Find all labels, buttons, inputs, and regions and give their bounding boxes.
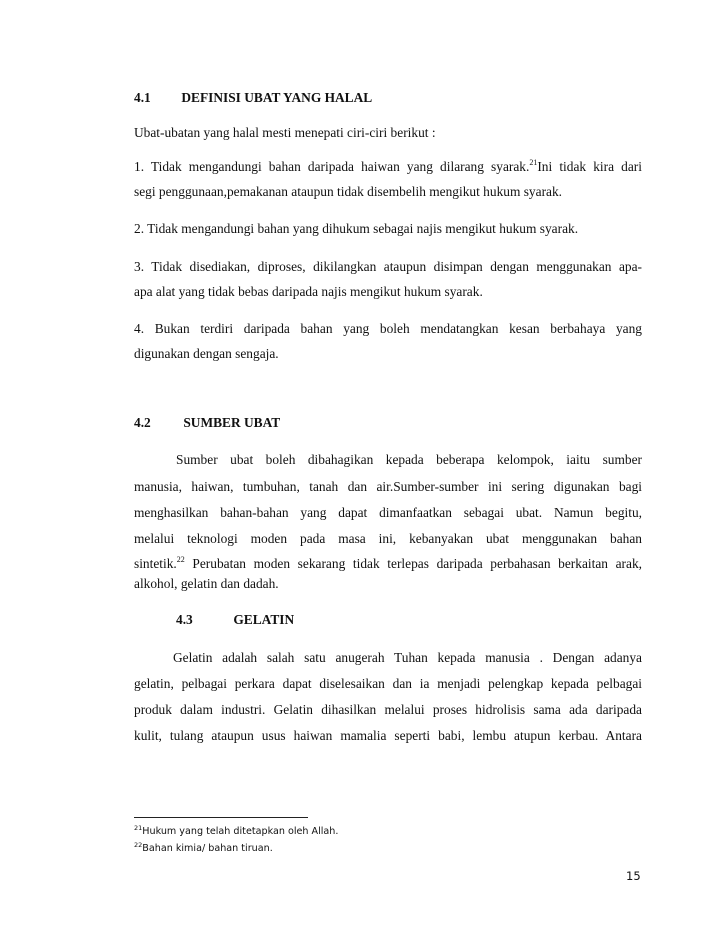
- paragraph-line: Sumber ubat boleh dibahagikan kepada beberapa kelompok, iaitu sumber: [176, 452, 642, 467]
- item-3-line-1: 3. Tidak disediakan, diproses, dikilangkan ataupun disimpan dengan menggunakan apa-: [134, 259, 642, 274]
- paragraph-line: kulit, tulang ataupun usus haiwan mamalia seperti babi, lembu atupun kerbau. Antara: [134, 728, 642, 743]
- section-title: SUMBER UBAT: [183, 415, 281, 430]
- footnote-separator: [134, 817, 308, 818]
- paragraph-line: sintetik.$^{22}$ Perubatan moden sekarang tidak terlepas daripada perbahasan berkaitan arak,: [134, 556, 642, 571]
- footnote-ref-21: 21: [529, 159, 538, 167]
- item-3-line-2: apa alat yang tidak bebas daripada najis mengikut hukum syarak.: [134, 284, 483, 299]
- page-number: 15: [626, 869, 641, 883]
- footnote-ref-22: 22: [176, 556, 185, 564]
- paragraph-line: menghasilkan bahan-bahan yang dapat dimanfaatkan sebagai ubat. Namun begitu,: [134, 505, 642, 520]
- intro-paragraph: Ubat-ubatan yang halal mesti menepati ciri-ciri berikut :: [134, 125, 436, 140]
- item-2: 2. Tidak mengandungi bahan yang dihukum sebagai najis mengikut hukum syarak.: [134, 221, 579, 236]
- paragraph-line: Gelatin adalah salah satu anugerah Tuhan kepada manusia . Dengan adanya: [173, 650, 642, 665]
- section-number: 4.1: [134, 90, 151, 105]
- paragraph-line: manusia, haiwan, tumbuhan, tanah dan air.Sumber-sumber ini sering digunakan bagi: [134, 479, 642, 494]
- section-title: GELATIN: [233, 612, 295, 627]
- paragraph-line: alkohol, gelatin dan dadah.: [134, 576, 279, 591]
- section-heading-4-1: [134, 90, 642, 106]
- item-4-line-1: 4. Bukan terdiri daripada bahan yang boleh mendatangkan kesan berbahaya yang: [134, 321, 642, 336]
- paragraph-line: produk dalam industri. Gelatin dihasilkan melalui proses hidrolisis sama ada daripada: [134, 702, 642, 717]
- footnote-22: $^{22}$Bahan kimia/ bahan tiruan.: [134, 841, 273, 854]
- paragraph-line: gelatin, pelbagai perkara dapat diselesaikan dan ia menjadi pelengkap kepada pelbagai: [134, 676, 642, 691]
- section-number: 4.3: [176, 612, 193, 627]
- item-1-line-1: 1. Tidak mengandungi bahan daripada haiwan yang dilarang syarak.$^{21}$Ini tidak kira dari: [134, 159, 642, 174]
- item-4-line-2: digunakan dengan sengaja.: [134, 346, 279, 361]
- section-number: 4.2: [134, 415, 151, 430]
- section-heading-4-2: [134, 415, 642, 431]
- item-1-line-2: segi penggunaan,pemakanan ataupun tidak disembelih mengikut hukum syarak.: [134, 184, 563, 199]
- section-title: DEFINISI UBAT YANG HALAL: [181, 90, 373, 105]
- footnote-21: $^{21}$Hukum yang telah ditetapkan oleh Allah.: [134, 824, 339, 837]
- paragraph-line: melalui teknologi moden pada masa ini, kebanyakan ubat menggunakan bahan: [134, 531, 642, 546]
- section-heading-4-3: [176, 612, 642, 628]
